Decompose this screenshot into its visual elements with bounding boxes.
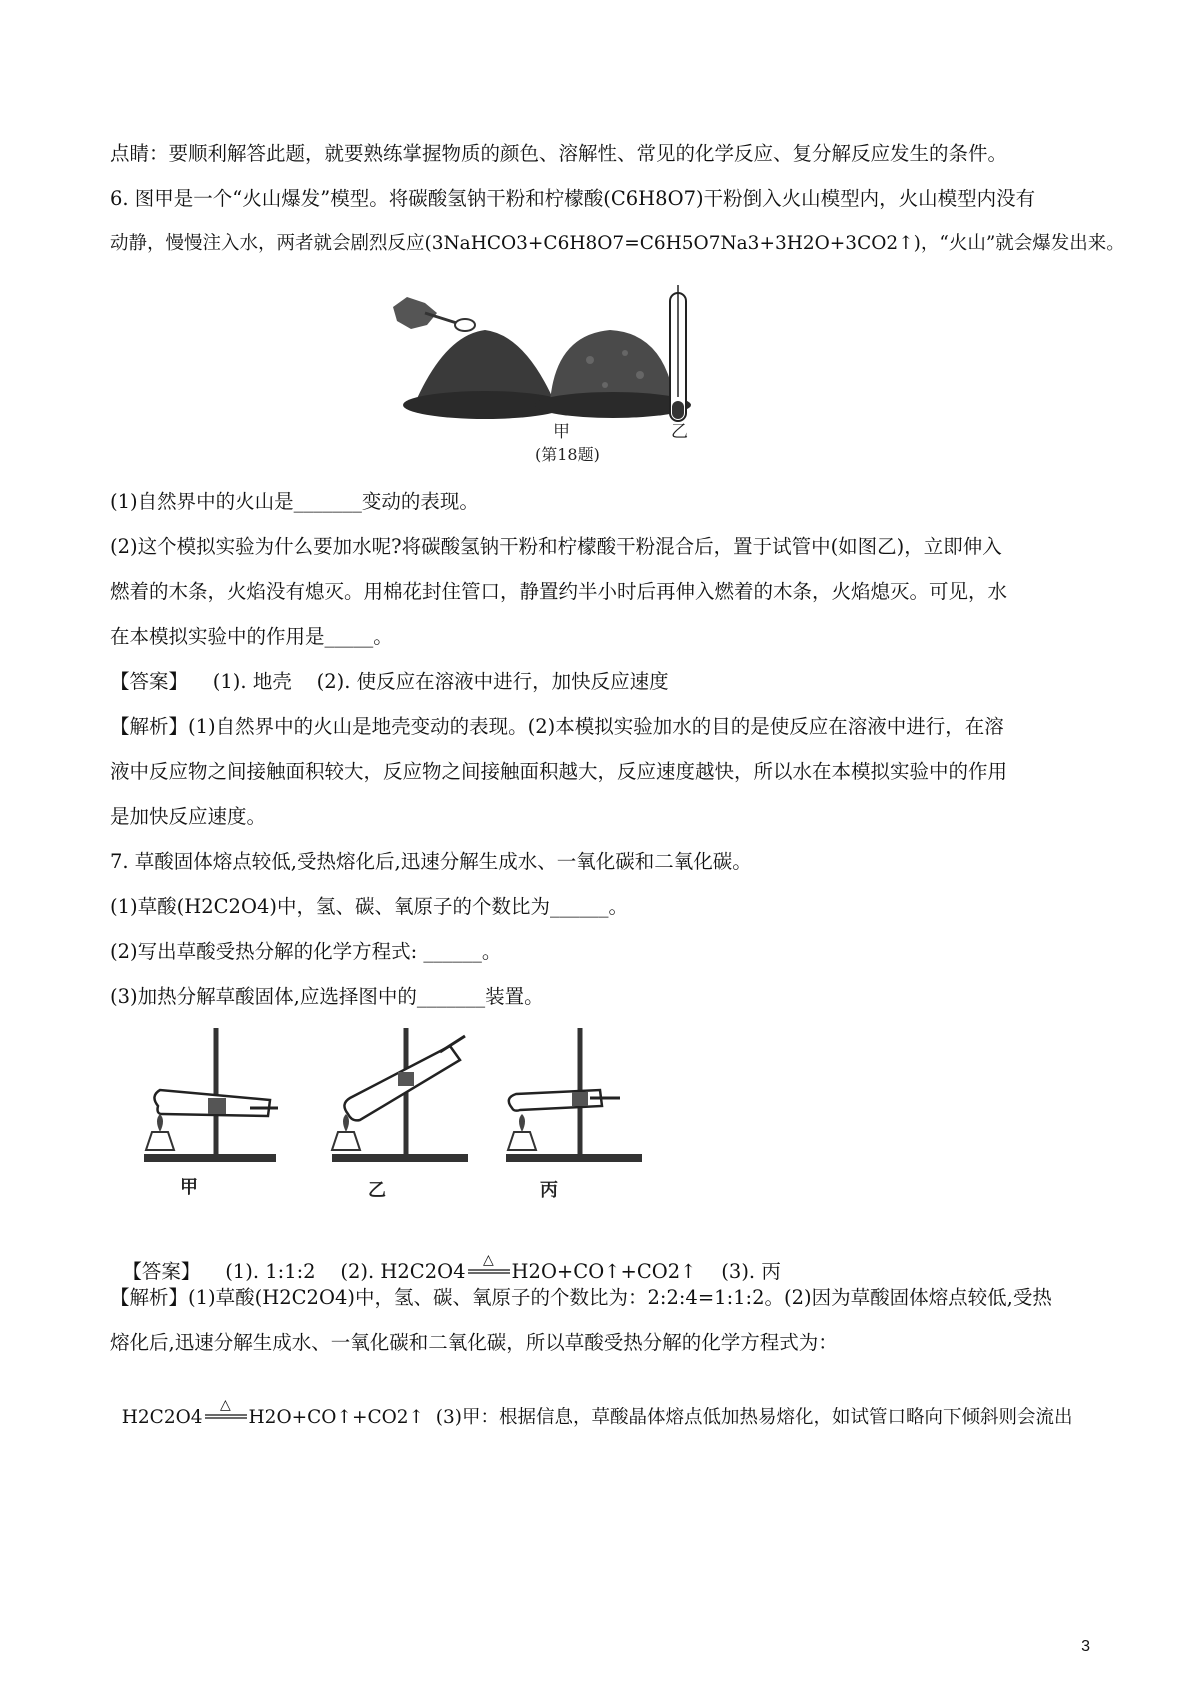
question-7-part-3: (3)加热分解草酸固体,应选择图中的_______装置。 bbox=[110, 985, 544, 1008]
apparatus-label-yi: 乙 bbox=[368, 1180, 386, 1201]
answer-text: 【答案】 (1). 1:1:2 (2). H2C2O4 bbox=[122, 1260, 466, 1283]
heating-apparatus-figure bbox=[120, 1018, 650, 1213]
text-line: 动静，慢慢注入水，两者就会剧烈反应(3NaHCO3+C6H8O7=C6H5O7Na3+3H2O+3CO2↑)，“火山”就会爆发出来。 bbox=[110, 233, 1125, 254]
heating-condition-arrow bbox=[203, 1397, 249, 1425]
text-line: 是加快反应速度。 bbox=[110, 805, 267, 828]
question-6-stem: 6. 图甲是一个“火山爆发”模型。将碳酸氢钠干粉和柠檬酸(C6H8O7)干粉倒入火山模型内，火山模型内没有 bbox=[110, 187, 1036, 210]
hand-with-match bbox=[393, 297, 475, 331]
text-line: 液中反应物之间接触面积较大，反应物之间接触面积越大，反应速度越快，所以水在本模拟实验中的作用 bbox=[110, 760, 1008, 783]
text-line: 点睛：要顺利解答此题，就要熟练掌握物质的颜色、溶解性、常见的化学反应、复分解反应发生的条件。 bbox=[110, 142, 1008, 165]
equation-line bbox=[110, 1376, 1073, 1432]
page-number: 3 bbox=[1081, 1638, 1090, 1655]
analysis-line: 【解析】(1)自然界中的火山是地壳变动的表现。(2)本模拟实验加水的目的是使反应在溶液中进行，在溶 bbox=[110, 715, 1004, 738]
equation-text: H2O+CO↑+CO2↑ (3)甲：根据信息，草酸晶体熔点低加热易熔化，如试管口略向下倾斜则会流出 bbox=[248, 1407, 1073, 1428]
answer-text: H2O+CO↑+CO2↑ (3). 丙 bbox=[511, 1260, 781, 1283]
text-line: 熔化后,迅速分解生成水、一氧化碳和二氧化碳，所以草酸受热分解的化学方程式为： bbox=[110, 1331, 838, 1354]
answer-line: 【答案】 (1). 地壳 (2). 使反应在溶液中进行，加快反应速度 bbox=[110, 670, 669, 693]
figure-caption: (第18题) bbox=[535, 445, 600, 464]
apparatus-jia bbox=[144, 1028, 278, 1162]
svg-text:△: △ bbox=[219, 1397, 231, 1413]
question-7-stem: 7. 草酸固体熔点较低,受热熔化后,迅速分解生成水、一氧化碳和二氧化碳。 bbox=[110, 850, 752, 873]
svg-text:△: △ bbox=[482, 1252, 494, 1268]
question-6-part-1: (1)自然界中的火山是_______变动的表现。 bbox=[110, 490, 479, 513]
text-line: 燃着的木条，火焰没有熄灭。用棉花封住管口，静置约半小时后再伸入燃着的木条，火焰熄灭。可见，水 bbox=[110, 580, 1008, 603]
question-7-part-1: (1)草酸(H2C2O4)中，氢、碳、氧原子的个数比为______。 bbox=[110, 895, 628, 918]
heating-condition-arrow bbox=[466, 1252, 512, 1280]
analysis-line: 【解析】(1)草酸(H2C2O4)中，氢、碳、氧原子的个数比为：2:2:4=1:1:2。(2)因为草酸固体熔点较低,受热 bbox=[110, 1286, 1052, 1309]
apparatus-bing bbox=[506, 1028, 642, 1162]
volcano-dome-right bbox=[535, 330, 691, 418]
question-7-part-2: (2)写出草酸受热分解的化学方程式: ______。 bbox=[110, 940, 502, 963]
equation-reactant: H2C2O4 bbox=[121, 1407, 203, 1428]
apparatus-yi bbox=[332, 1028, 468, 1162]
question-6-part-2: (2)这个模拟实验为什么要加水呢?将碳酸氢钠干粉和柠檬酸干粉混合后，置于试管中(如图乙)，立即伸入 bbox=[110, 535, 1002, 558]
figure-label-yi: 乙 bbox=[671, 422, 688, 442]
text-line: 在本模拟实验中的作用是_____。 bbox=[110, 625, 393, 648]
test-tube bbox=[670, 285, 686, 421]
answer-line bbox=[110, 1230, 781, 1286]
figure-label-jia: 甲 bbox=[553, 422, 570, 442]
apparatus-label-jia: 甲 bbox=[180, 1177, 198, 1198]
volcano-model-figure bbox=[385, 285, 765, 465]
apparatus-label-bing: 丙 bbox=[540, 1180, 558, 1201]
